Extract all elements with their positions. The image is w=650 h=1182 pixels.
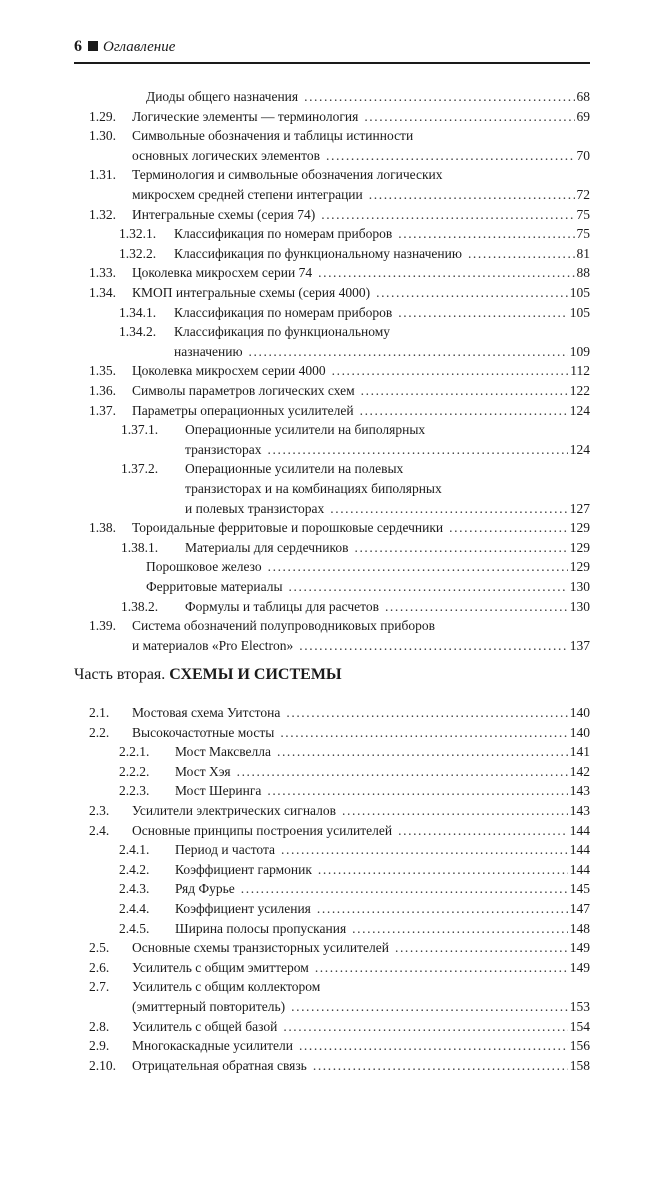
toc-entry-title: Система обозначений полупроводниковых приборов bbox=[132, 618, 435, 634]
toc-entry-number: 2.5. bbox=[89, 940, 110, 956]
toc-entry-line bbox=[174, 322, 590, 342]
leader-dots bbox=[283, 1017, 567, 1037]
toc-entry-line bbox=[175, 762, 590, 782]
toc-entry-line bbox=[174, 224, 590, 244]
leader-dots bbox=[326, 146, 575, 166]
leader-dots bbox=[280, 723, 567, 743]
toc-entry-line bbox=[132, 283, 590, 303]
toc-entry-number: 1.38.2. bbox=[121, 598, 159, 614]
toc-entry-title: и материалов «Pro Electron» bbox=[132, 637, 294, 653]
toc-entry-number: 1.31. bbox=[89, 167, 116, 183]
toc-entry-title: Усилители электрических сигналов bbox=[132, 803, 337, 818]
toc-entry-line bbox=[185, 538, 590, 558]
toc-entry-title: основных логических элементов bbox=[132, 147, 320, 163]
leader-dots bbox=[360, 401, 568, 421]
toc-entry-line bbox=[132, 977, 590, 997]
toc-entry-title: Ряд Фурье bbox=[175, 881, 235, 897]
leader-dots bbox=[299, 1036, 568, 1056]
toc-entry-title: Цоколевка микросхем серии 4000 bbox=[132, 363, 326, 379]
toc-page-number: 129 bbox=[569, 559, 590, 575]
leader-dots bbox=[330, 499, 568, 519]
running-title: Оглавление bbox=[103, 39, 176, 55]
toc-entry-title: Высокочастотные мосты bbox=[132, 724, 275, 740]
toc-entry-title: и полевых транзисторах bbox=[185, 500, 325, 516]
leader-dots bbox=[398, 303, 568, 323]
toc-entry-line bbox=[132, 361, 590, 381]
toc-page-number: 144 bbox=[569, 861, 590, 877]
toc-entry-title: Мост Шеринга bbox=[175, 783, 262, 799]
toc-entry-line bbox=[132, 263, 590, 283]
toc-entry-title: Коэффициент усиления bbox=[175, 901, 311, 916]
toc-entry-title: Формулы и таблицы для расчетов bbox=[185, 598, 379, 614]
leader-dots bbox=[281, 840, 568, 860]
toc-entry-title: Усилитель с общим эмиттером bbox=[132, 959, 309, 975]
toc-entry-title: Коэффициент гармоник bbox=[175, 861, 312, 877]
toc-entry-number: 2.1. bbox=[89, 705, 110, 720]
toc-page-number: 130 bbox=[569, 579, 590, 594]
toc-page-number: 142 bbox=[569, 763, 590, 779]
toc-page-number: 130 bbox=[569, 598, 590, 614]
leader-dots bbox=[318, 860, 568, 880]
toc-entry-number: 1.38. bbox=[89, 520, 116, 536]
toc-entry-number: 2.2.3. bbox=[119, 783, 150, 799]
toc-page-number: 124 bbox=[569, 441, 590, 457]
toc-entry-number: 1.34.1. bbox=[119, 304, 157, 320]
toc-entry-title: Цоколевка микросхем серии 74 bbox=[132, 265, 313, 281]
toc-entry-line bbox=[132, 958, 590, 978]
toc-entry-title: транзисторах bbox=[185, 441, 262, 457]
toc-page-number: 140 bbox=[569, 724, 590, 740]
leader-dots bbox=[304, 87, 574, 107]
part-prefix: Часть вторая. bbox=[74, 666, 166, 683]
toc-page-number: 145 bbox=[569, 881, 590, 897]
toc-entry-title: Тороидальные ферритовые и порошковые сердечники bbox=[132, 520, 444, 536]
toc-entry-line bbox=[132, 165, 590, 185]
leader-dots bbox=[241, 879, 568, 899]
leader-dots bbox=[395, 938, 568, 958]
toc-entry-title: Классификация по номерам приборов bbox=[174, 226, 393, 242]
toc-entry-title: Операционные усилители на полевых bbox=[185, 461, 404, 477]
toc-page-number: 141 bbox=[569, 744, 590, 760]
toc-entry-title: Мостовая схема Уитстона bbox=[132, 705, 281, 720]
leader-dots bbox=[299, 636, 567, 656]
toc-entry-line bbox=[132, 107, 590, 127]
toc-entry-number: 2.4.2. bbox=[119, 861, 150, 877]
leader-dots bbox=[364, 107, 574, 127]
toc-page-number: 68 bbox=[576, 89, 590, 104]
leader-dots bbox=[313, 1056, 568, 1076]
leader-dots bbox=[249, 342, 568, 362]
toc-entry-line bbox=[132, 938, 590, 958]
toc-page-number: 144 bbox=[569, 822, 590, 838]
toc-page-number: 154 bbox=[569, 1018, 590, 1034]
toc-entry-line bbox=[175, 919, 590, 939]
toc-page-number: 112 bbox=[570, 363, 590, 379]
toc-page-number: 148 bbox=[569, 920, 590, 936]
toc-entry-line bbox=[132, 636, 590, 656]
toc-entry-line bbox=[132, 801, 590, 821]
leader-dots bbox=[369, 185, 575, 205]
toc-entry-number: 1.32. bbox=[89, 206, 116, 222]
toc-entry-line bbox=[185, 597, 590, 617]
toc-entry-title: Классификация по функциональному назначению bbox=[174, 245, 462, 261]
toc-entry-line bbox=[132, 1036, 590, 1056]
toc-page-number: 129 bbox=[569, 520, 590, 536]
toc-entry-line bbox=[175, 899, 590, 919]
toc-entry-line bbox=[185, 459, 590, 479]
toc-entry-title: Ширина полосы пропускания bbox=[175, 920, 347, 936]
toc-entry-line bbox=[132, 703, 590, 723]
leader-dots bbox=[342, 801, 568, 821]
toc-entry-title: микросхем средней степени интеграции bbox=[132, 187, 363, 202]
toc-entry-line bbox=[132, 401, 590, 421]
toc-entry-title: Мост Максвелла bbox=[175, 744, 271, 760]
toc-page-number: 105 bbox=[569, 304, 590, 320]
toc-page-number: 149 bbox=[569, 940, 590, 956]
leader-dots bbox=[449, 518, 568, 538]
square-bullet-icon bbox=[88, 41, 98, 51]
toc-page-number: 158 bbox=[569, 1057, 590, 1073]
toc-entry-number: 1.39. bbox=[89, 618, 116, 634]
toc-entry-number: 2.4.5. bbox=[119, 920, 150, 936]
toc-entry-number: 2.4.3. bbox=[119, 881, 150, 897]
toc-page-number: 143 bbox=[569, 783, 590, 799]
toc-entry-number: 2.4.4. bbox=[119, 901, 150, 916]
leader-dots bbox=[354, 538, 567, 558]
toc-entry-line bbox=[175, 860, 590, 880]
toc-entry-number: 2.7. bbox=[89, 979, 110, 995]
leader-dots bbox=[398, 821, 568, 841]
toc-entry-line bbox=[185, 479, 590, 499]
toc-entry-title: Материалы для сердечников bbox=[185, 539, 349, 555]
toc-entry-line bbox=[132, 146, 590, 166]
toc-entry-number: 2.6. bbox=[89, 959, 110, 975]
toc-entry-line bbox=[175, 742, 590, 762]
toc-page-number: 153 bbox=[569, 999, 590, 1014]
toc-entry-title: Символы параметров логических схем bbox=[132, 383, 355, 398]
toc-entry-line bbox=[132, 381, 590, 401]
leader-dots bbox=[289, 577, 568, 597]
toc-entry-title: Многокаскадные усилители bbox=[132, 1038, 293, 1054]
toc-entry-number: 2.2.1. bbox=[119, 744, 150, 760]
toc-entry-title: КМОП интегральные схемы (серия 4000) bbox=[132, 285, 371, 300]
toc-page-number: 109 bbox=[569, 343, 590, 359]
leader-dots bbox=[321, 205, 574, 225]
leader-dots bbox=[352, 919, 568, 939]
toc-entry-number: 2.4.1. bbox=[119, 842, 150, 858]
toc-entry-line bbox=[132, 126, 590, 146]
toc-entry-number: 2.10. bbox=[89, 1057, 116, 1073]
part-title: СХЕМЫ И СИСТЕМЫ bbox=[169, 666, 342, 683]
toc-entry-title: Усилитель с общим коллектором bbox=[132, 979, 321, 995]
toc-page-number: 81 bbox=[576, 245, 590, 261]
toc-entry-line bbox=[175, 781, 590, 801]
toc-page-number: 140 bbox=[569, 705, 590, 720]
leader-dots bbox=[468, 244, 575, 264]
toc-entry-title: Ферритовые материалы bbox=[146, 579, 283, 594]
toc-entry-number: 2.8. bbox=[89, 1018, 110, 1034]
toc-entry-line bbox=[132, 723, 590, 743]
toc-entry-number: 2.4. bbox=[89, 822, 110, 838]
toc-entry-number: 2.9. bbox=[89, 1038, 110, 1054]
toc-page-number: 88 bbox=[576, 265, 590, 281]
toc-entry-line bbox=[132, 1056, 590, 1076]
toc-entry-number: 1.29. bbox=[89, 108, 116, 124]
toc-entry-title: Символьные обозначения и таблицы истинности bbox=[132, 128, 414, 144]
toc-entry-number: 1.38.1. bbox=[121, 539, 159, 555]
toc-entry-number: 2.2.2. bbox=[119, 763, 150, 779]
leader-dots bbox=[237, 762, 568, 782]
toc-entry-line bbox=[185, 420, 590, 440]
toc-entry-number: 1.34.2. bbox=[119, 324, 157, 340]
toc-entry-number: 1.32.2. bbox=[119, 245, 157, 261]
toc-entry-number: 1.37. bbox=[89, 402, 116, 418]
toc-entry-title: Основные принципы построения усилителей bbox=[132, 822, 393, 838]
leader-dots bbox=[291, 997, 568, 1017]
toc-entry-line bbox=[132, 518, 590, 538]
toc-entry-line bbox=[146, 87, 590, 107]
leader-dots bbox=[385, 597, 568, 617]
running-header bbox=[74, 36, 590, 58]
toc-entry-title: Логические элементы — терминология bbox=[132, 108, 359, 124]
toc-entry-number: 1.37.1. bbox=[121, 422, 159, 438]
toc-entry-number: 1.33. bbox=[89, 265, 116, 281]
toc-entry-line bbox=[146, 577, 590, 597]
toc-entry-number: 2.3. bbox=[89, 803, 110, 818]
leader-dots bbox=[317, 899, 568, 919]
toc-entry-title: Период и частота bbox=[175, 842, 276, 858]
leader-dots bbox=[361, 381, 568, 401]
leader-dots bbox=[332, 361, 569, 381]
toc-page-number: 72 bbox=[576, 187, 590, 202]
toc-page-number: 156 bbox=[569, 1038, 590, 1054]
toc-page-number: 149 bbox=[569, 959, 590, 975]
toc-page-number: 122 bbox=[569, 383, 590, 398]
toc-entry-line bbox=[132, 185, 590, 205]
toc-entry-number: 1.30. bbox=[89, 128, 116, 144]
toc-entry-line bbox=[132, 616, 590, 636]
toc-page-number: 70 bbox=[576, 147, 590, 163]
toc-entry-title: назначению bbox=[174, 343, 243, 359]
page-number: 6 bbox=[74, 38, 82, 55]
toc-entry-title: (эмиттерный повторитель) bbox=[132, 999, 286, 1014]
toc-entry-title: Операционные усилители на биполярных bbox=[185, 422, 426, 438]
leader-dots bbox=[318, 263, 574, 283]
toc-entry-number: 1.37.2. bbox=[121, 461, 159, 477]
toc-entry-line bbox=[132, 1017, 590, 1037]
toc-page-number: 137 bbox=[569, 637, 590, 653]
leader-dots bbox=[315, 958, 568, 978]
toc-page-number: 75 bbox=[576, 226, 590, 242]
toc-entry-number: 1.32.1. bbox=[119, 226, 157, 242]
toc-entry-line bbox=[132, 821, 590, 841]
header-rule bbox=[74, 62, 590, 64]
toc-page-number: 144 bbox=[569, 842, 590, 858]
toc-entry-line bbox=[185, 499, 590, 519]
toc-page-number: 124 bbox=[569, 402, 590, 418]
toc-entry-title: Основные схемы транзисторных усилителей bbox=[132, 940, 389, 956]
toc-page-number: 129 bbox=[569, 539, 590, 555]
toc-entry-number: 2.2. bbox=[89, 724, 110, 740]
toc-entry-title: транзисторах и на комбинациях биполярных bbox=[185, 481, 442, 496]
toc-entry-line bbox=[132, 997, 590, 1017]
leader-dots bbox=[286, 703, 567, 723]
leader-dots bbox=[268, 557, 568, 577]
toc-entry-title: Классификация по функциональному bbox=[174, 324, 391, 340]
toc-page-number: 147 bbox=[569, 901, 590, 916]
toc-page-number: 69 bbox=[576, 108, 590, 124]
toc-entry-title: Классификация по номерам приборов bbox=[174, 304, 393, 320]
toc-entry-title: Параметры операционных усилителей bbox=[132, 402, 354, 418]
part-heading bbox=[74, 664, 342, 686]
toc-page-number: 143 bbox=[569, 803, 590, 818]
toc-page-number: 105 bbox=[569, 285, 590, 300]
leader-dots bbox=[277, 742, 568, 762]
toc-entry-line bbox=[185, 440, 590, 460]
leader-dots bbox=[398, 224, 574, 244]
toc-entry-line bbox=[174, 342, 590, 362]
toc-page-number: 127 bbox=[569, 500, 590, 516]
toc-entry-line bbox=[132, 205, 590, 225]
toc-page-number: 75 bbox=[576, 206, 590, 222]
toc-entry-title: Усилитель с общей базой bbox=[132, 1018, 278, 1034]
toc-entry-line bbox=[174, 303, 590, 323]
toc-entry-title: Отрицательная обратная связь bbox=[132, 1057, 307, 1073]
toc-entry-title: Мост Хэя bbox=[175, 763, 231, 779]
toc-entry-number: 1.34. bbox=[89, 285, 116, 300]
toc-entry-line bbox=[146, 557, 590, 577]
leader-dots bbox=[376, 283, 568, 303]
toc-entry-number: 1.35. bbox=[89, 363, 116, 379]
leader-dots bbox=[267, 781, 567, 801]
toc-entry-number: 1.36. bbox=[89, 383, 116, 398]
toc-entry-line bbox=[174, 244, 590, 264]
leader-dots bbox=[268, 440, 568, 460]
toc-entry-line bbox=[175, 840, 590, 860]
toc-entry-title: Терминология и символьные обозначения логических bbox=[132, 167, 443, 183]
toc-entry-title: Диоды общего назначения bbox=[146, 89, 299, 104]
toc-entry-title: Порошковое железо bbox=[146, 559, 262, 575]
toc-entry-title: Интегральные схемы (серия 74) bbox=[132, 206, 316, 222]
toc-entry-line bbox=[175, 879, 590, 899]
